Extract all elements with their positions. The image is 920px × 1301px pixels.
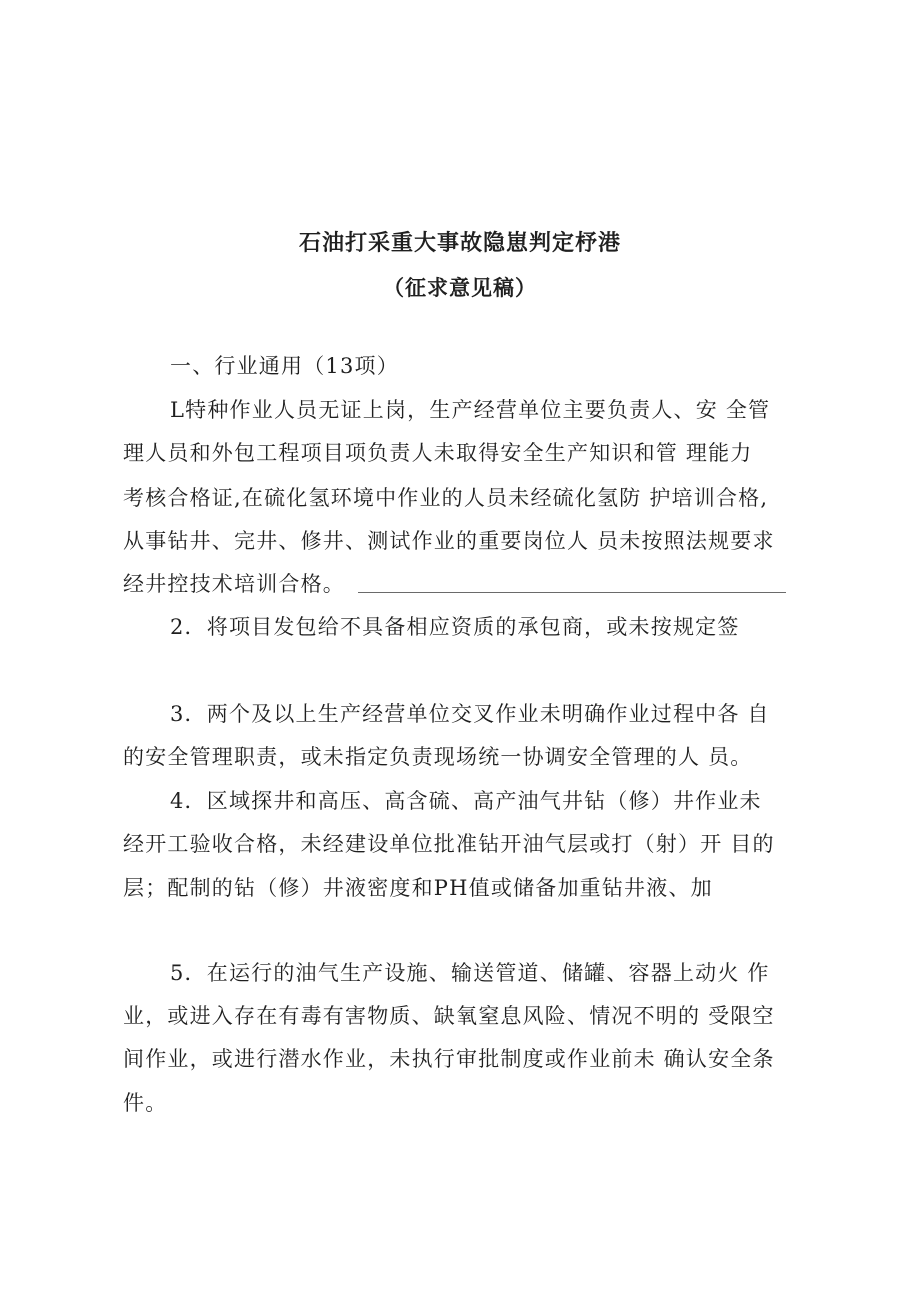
- item2-line: 2．将项目发包给不具备相应资质的承包商，或未按规定签: [170, 615, 740, 639]
- item1-line: 从事钻井、完井、修井、测试作业的重要岗位人 员未按照法规要求: [123, 529, 775, 553]
- blank-underline: [358, 592, 786, 593]
- item3-line: 的安全管理职责，或未指定负责现场统一协调安全管理的人 员。: [123, 745, 753, 769]
- item4-line: 4．区域探井和高压、高含硫、高产油气井钻（修）井作业未: [170, 789, 762, 813]
- item1-line: L特种作业人员无证上岗，生产经营单位主要负责人、安 全管: [170, 398, 771, 422]
- item5-line: 5．在运行的油气生产设施、输送管道、储罐、容器上动火 作: [170, 961, 770, 985]
- item5-line: 间作业，或进行潜水作业，未执行审批制度或作业前未 确认安全条: [123, 1047, 775, 1071]
- section-heading: 一、行业通用（13项）: [170, 354, 399, 378]
- item3-line: 3．两个及以上生产经营单位交叉作业未明确作业过程中各 自: [170, 702, 770, 726]
- document-subtitle: （征求意见稿）: [383, 275, 537, 300]
- item4-line: 层；配制的钻（修）井液密度和PH值或储备加重钻井液、加: [123, 876, 713, 900]
- document-title: 石油打采重大事故隐崽判定杼港: [298, 230, 621, 256]
- item1-line: 经井控技术培训合格。: [123, 572, 345, 596]
- item1-line: 考核合格证,在硫化氢环境中作业的人员未经硫化氢防 护培训合格,: [123, 486, 769, 510]
- item1-line: 理人员和外包工程项目项负责人未取得安全生产知识和管 理能力: [123, 441, 753, 465]
- item5-line: 件。: [123, 1091, 168, 1115]
- item4-line: 经开工验收合格，未经建设单位批准钻开油气层或打（射）开 目的: [123, 832, 775, 856]
- item5-line: 业，或进入存在有毒有害物质、缺氧窒息风险、情况不明的 受限空: [123, 1004, 775, 1028]
